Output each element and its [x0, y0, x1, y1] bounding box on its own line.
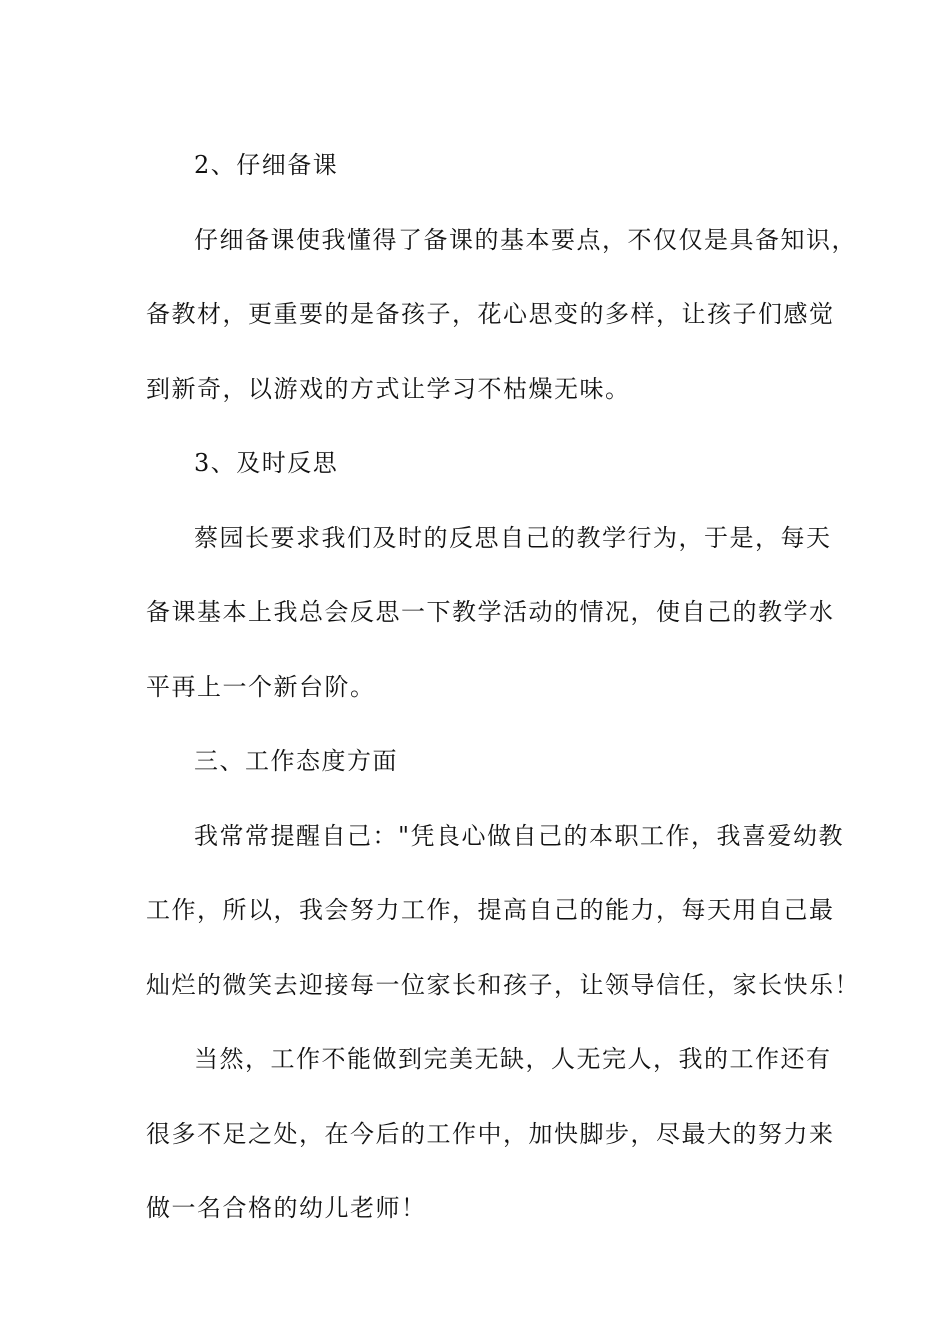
paragraph-line: 做一名合格的幼儿老师！ [146, 1194, 427, 1222]
paragraph-line: 很多不足之处，在今后的工作中，加快脚步，尽最大的努力来 [146, 1119, 835, 1148]
heading-line: 三、工作态度方面 [194, 747, 398, 775]
section-heading-careful-preparation [146, 128, 810, 203]
paragraph-line: 备教材，更重要的是备孩子，花心思变的多样，让孩子们感觉 [146, 300, 835, 328]
paragraph-line: 仔细备课使我懂得了备课的基本要点，不仅仅是具备知识， [194, 225, 857, 254]
paragraph-timely-reflection [146, 501, 835, 725]
paragraph-line: 灿烂的微笑去迎接每一位家长和孩子，让领导信任，家长快乐！ [146, 970, 860, 999]
heading-line: 3、及时反思 [194, 449, 339, 477]
section-heading-timely-reflection [146, 426, 810, 501]
paragraph-conclusion [146, 1022, 835, 1246]
paragraph-line: 蔡园长要求我们及时的反思自己的教学行为，于是，每天 [194, 523, 832, 552]
paragraph-line: 当然，工作不能做到完美无缺，人无完人，我的工作还有 [194, 1045, 832, 1073]
document-body [146, 128, 860, 1246]
paragraph-line: 备课基本上我总会反思一下教学活动的情况，使自己的教学水 [146, 598, 835, 626]
paragraph-line: 我常常提醒自己："凭良心做自己的本职工作，我喜爱幼教 [194, 821, 845, 850]
paragraph-careful-preparation [146, 203, 857, 427]
section-heading-work-attitude [146, 724, 810, 799]
paragraph-line: 平再上一个新台阶。 [146, 672, 376, 701]
paragraph-line: 工作，所以，我会努力工作，提高自己的能力，每天用自己最 [146, 896, 835, 924]
heading-line: 2、仔细备课 [194, 151, 339, 179]
paragraph-line: 到新奇，以游戏的方式让学习不枯燥无味。 [146, 374, 631, 403]
paragraph-work-attitude [146, 799, 860, 1023]
